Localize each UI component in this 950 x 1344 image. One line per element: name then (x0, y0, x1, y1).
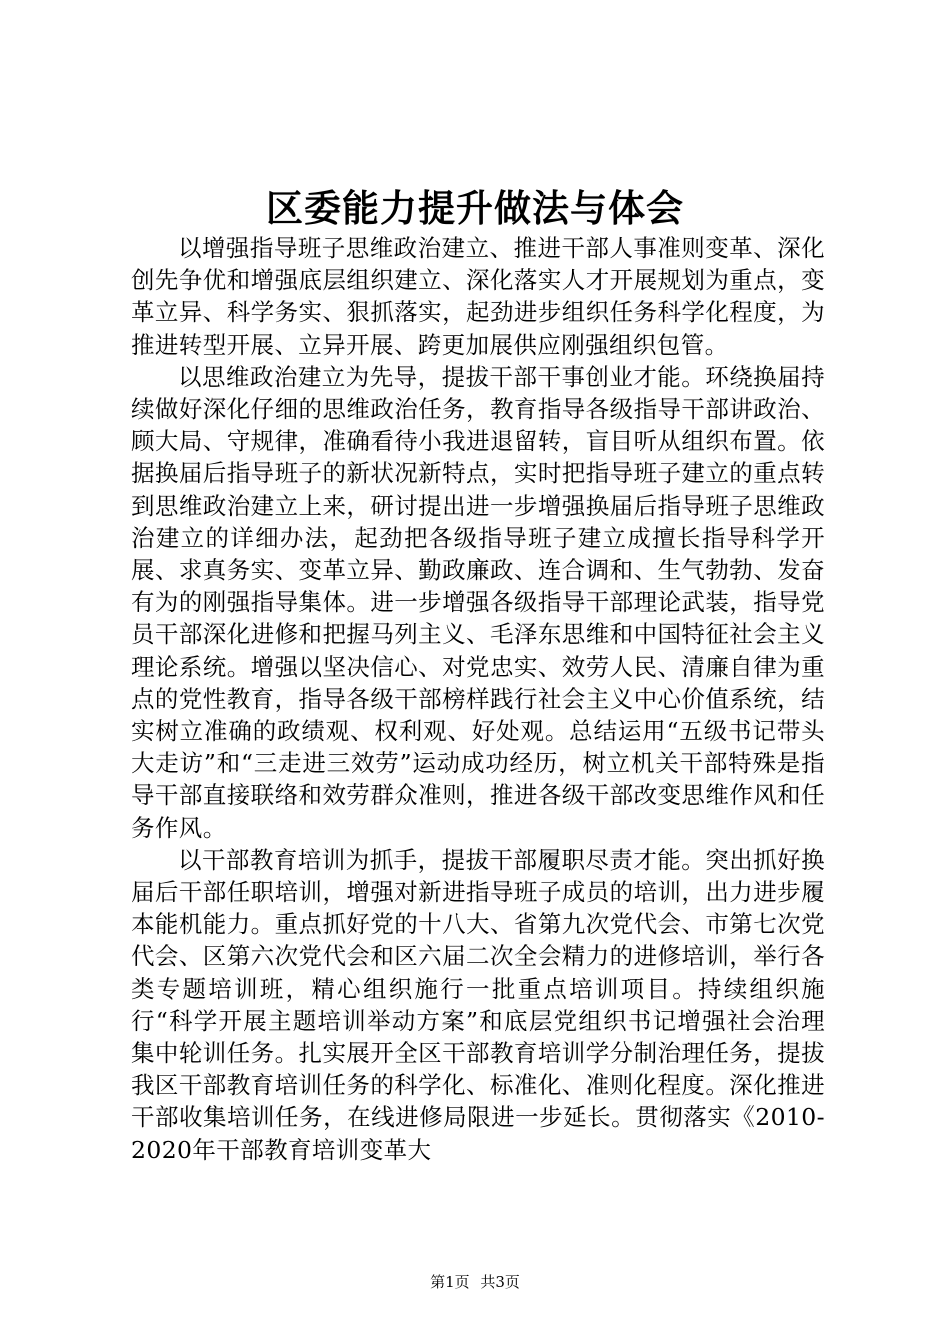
page-footer (0, 1272, 950, 1292)
paragraph-1: 以增强指导班子思维政治建立、推进干部人事准则变革、深化创先争优和增强底层组织建立、深化落实人才开展规划为重点，变革立异、科学务实、狠抓落实，起劲进步组织任务科学化程度，为推进转型开展、立异开展、跨更加展供应刚强组织包管。 (131, 234, 825, 359)
document-title: 区委能力提升做法与体会 (266, 186, 684, 230)
page-total: 共3页 (480, 1273, 520, 1291)
document-body (131, 232, 825, 1166)
paragraph-2: 以思维政治建立为先导，提拔干部干事创业才能。环绕换届持续做好深化仔细的思维政治任务，教育指导各级指导干部讲政治、顾大局、守规律，准确看待小我进退留转，盲目听从组织布置。依据换届后指导班子的新状况新特点，实时把指导班子建立的重点转到思维政治建立上来，研讨提出进一步增强换届后指导班子思维政治建立的详细办法，起劲把各级指导班子建立成擅长指导科学开展、求真务实、变革立异、勤政廉政、连合调和、生气勃勃、发奋有为的刚强指导集体。进一步增强各级指导干部理论武装，指导党员干部深化进修和把握马列主义、毛泽东思维和中国特征社会主义理论系统。增强以坚决信心、对党忠实、效劳人民、清廉自律为重点的党性教育，指导各级干部榜样践行社会主义中心价值系统，结实树立准确的政绩观、权利观、好处观。总结运用“五级书记带头大走访”和“三走进三效劳”运动成功经历，树立机关干部特殊是指导干部直接联络和效劳群众准则，推进各级干部改变思维作风和任务作风。 (131, 362, 825, 842)
page-number: 第1页 (430, 1273, 470, 1291)
paragraph-3: 以干部教育培训为抓手，提拔干部履职尽责才能。突出抓好换届后干部任职培训，增强对新进指导班子成员的培训，出力进步履本能机能力。重点抓好党的十八大、省第九次党代会、市第七次党代会、区第六次党代会和区六届二次全会精力的进修培训，举行各类专题培训班，精心组织施行一批重点培训项目。持续组织施行“科学开展主题培训举动方案”和底层党组织书记增强社会治理集中轮训任务。扎实展开全区干部教育培训学分制治理任务，提拔我区干部教育培训任务的科学化、标准化、准则化程度。深化推进干部收集培训任务，在线进修局限进一步延长。贯彻落实《2010-2020年干部教育培训变革大 (131, 845, 825, 1164)
